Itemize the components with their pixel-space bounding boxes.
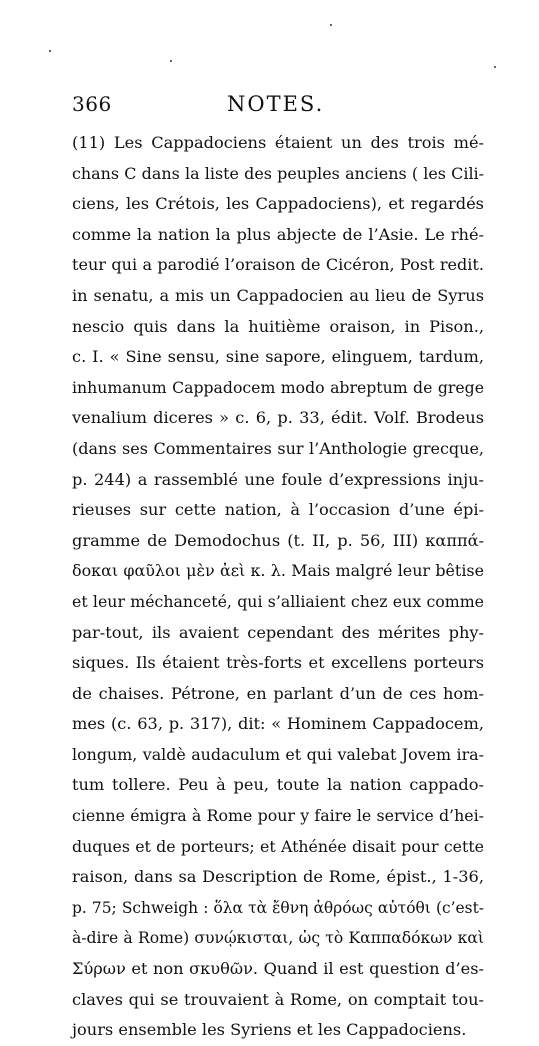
text-line: et leur méchanceté, qui s’alliaient chez eux comme	[72, 591, 484, 611]
page-header	[72, 92, 462, 122]
note-text	[72, 128, 484, 1046]
text-line: tum tollere. Peu à peu, toute la nation cappado-	[72, 775, 484, 795]
text-line: claves qui se trouvaient à Rome, on comptait tou-	[72, 989, 484, 1009]
text-line: p. 75; Schweigh : ὅλα τὰ ἔθνη ἀθρόως αὐτόθι (c’est-	[72, 898, 484, 917]
speck	[49, 50, 51, 52]
speck	[330, 24, 332, 26]
text-line: nescio quis dans la huitième oraison, in Pison.,	[72, 316, 484, 336]
text-line: δοκαι φαῦλοι μὲν ἀεὶ κ. λ. Mais malgré leur bêtise	[72, 561, 484, 581]
text-line: comme la nation la plus abjecte de l’Asie. Le rhé-	[72, 224, 484, 244]
running-head: NOTES.	[227, 92, 325, 116]
text-line: cienne émigra à Rome pour y faire le service d’hei-	[72, 806, 484, 826]
text-line: p. 244) a rassemblé une foule d’expressions inju-	[72, 469, 484, 489]
text-line: Σύρων et non σκυθῶν. Quand il est question d’es-	[72, 959, 484, 979]
text-line: raison, dans sa Description de Rome, épist., 1-36,	[72, 867, 484, 887]
text-line: (11) Les Cappadociens étaient un des trois mé-	[72, 133, 484, 152]
speck	[494, 66, 496, 68]
text-line: longum, valdè audaculum et qui valebat Jovem ira-	[72, 744, 484, 764]
text-line: par-tout, ils avaient cependant des mérites phy-	[72, 622, 484, 642]
text-line: à-dire à Rome) συνῴκισται, ὡς τὸ Καππαδόκων καὶ	[72, 929, 484, 948]
text-line: rieuses sur cette nation, à l’occasion d’une épi-	[72, 500, 484, 520]
text-line: siques. Ils étaient très-forts et excellens porteurs	[72, 653, 484, 673]
text-line: venalium diceres » c. 6, p. 33, édit. Volf. Brodeus	[72, 408, 484, 428]
text-line: chans C dans la liste des peuples anciens ( les Cili-	[72, 163, 484, 183]
text-line: jours ensemble les Syriens et les Cappadociens.	[72, 1020, 467, 1040]
text-line: duques et de porteurs; et Athénée disait pour cette	[72, 836, 484, 856]
text-line: (dans ses Commentaires sur l’Anthologie grecque,	[72, 438, 484, 458]
speck	[170, 60, 172, 62]
text-line: c. I. « Sine sensu, sine sapore, elinguem, tardum,	[72, 347, 484, 367]
page-number: 366	[72, 92, 112, 116]
text-line: ciens, les Crétois, les Cappadociens), et regardés	[72, 194, 484, 214]
text-line: inhumanum Cappadocem modo abreptum de grege	[72, 377, 484, 397]
text-line: teur qui a parodié l’oraison de Cicéron, Post redit.	[72, 255, 484, 275]
text-line: gramme de Demodochus (t. II, p. 56, III) καππά-	[72, 530, 484, 550]
text-line: in senatu, a mis un Cappadocien au lieu de Syrus	[72, 285, 484, 305]
text-line: mes (c. 63, p. 317), dit: « Hominem Cappadocem,	[72, 714, 484, 734]
text-line: de chaises. Pétrone, en parlant d’un de ces hom-	[72, 683, 484, 703]
